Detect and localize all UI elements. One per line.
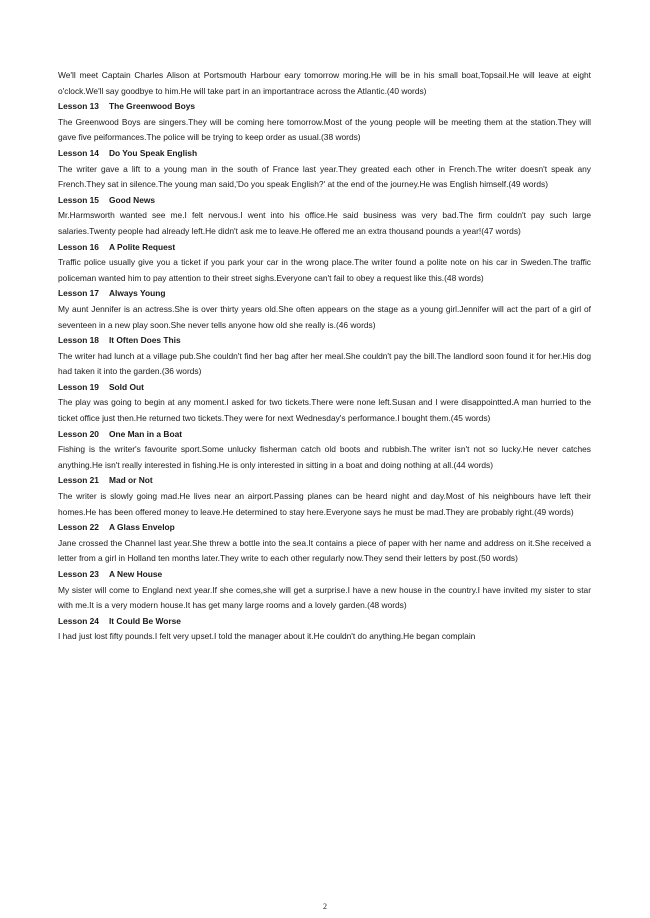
lesson-14-text: The writer gave a lift to a young man in the south of France last year.They greated each other in French.The writer doesn't speak any French.They sat in silence.The young man said,'Do you speak English?' at the end of the journey.He was English himself.(49 words)	[58, 163, 591, 190]
lesson-title: Mad or Not	[108, 475, 153, 486]
page-number: 2	[323, 902, 327, 911]
lesson-title: It Often Does This	[108, 335, 181, 346]
lesson-21-text: The writer is slowly going mad.He lives near an airport.Passing planes can be heard night and day.Most of his neighbours have left their homes.He has been offered money to leave.He determined to stay here.Everyone says he must be mad.They are probably right.(49 words)	[58, 491, 591, 517]
lesson-title: It Could Be Worse	[108, 615, 181, 626]
lesson-number: Lesson 17	[58, 288, 99, 299]
lesson-19-heading	[58, 380, 591, 396]
lesson-title: A Glass Envelop	[108, 522, 175, 533]
lesson-title: Good News	[108, 194, 156, 205]
lesson-22-text: Jane crossed the Channel last year.She threw a bottle into the sea.It contains a piece of paper with her name and address on it.She received a letter from a girl in Holland ten months later.They write to each other regularly now.They send their letters by post.(50 words)	[58, 537, 591, 564]
intro-paragraph: We'll meet Captain Charles Alison at Portsmouth Harbour eary tomorrow moring.He will be in his small boat,Topsail.He will leave at eight o'clock.We'll say goodbye to him.He will take part in an importantrace across the Atlantic.(40 words)	[58, 70, 591, 96]
lesson-number: Lesson 24	[58, 615, 99, 626]
lesson-22-heading	[58, 520, 591, 536]
lesson-number: Lesson 14	[58, 147, 99, 158]
lesson-24-heading	[58, 614, 591, 630]
lesson-number: Lesson 21	[58, 475, 99, 486]
lesson-16-heading	[58, 240, 591, 256]
lesson-17-text: My aunt Jennifer is an actress.She is over thirty years old.She often appears on the stage as a young girl.Jennifer will act the part of a girl of seventeen in a new play soon.She never tells anyone how old she really is.(46 words)	[58, 303, 591, 330]
lesson-title: Do You Speak English	[108, 147, 198, 158]
lesson-18-text: The writer had lunch at a village pub.She couldn't find her bag after her meal.She couldn't pay the bill.The landlord soon found it for her.His dog had taken it into the garden.(36 words)	[58, 350, 591, 377]
lesson-19-text: The play was going to begin at any moment.I asked for two tickets.There were none left.Susan and I were disappointted.A man hurried to the ticket office just then.He returned two tickets.They were for next Wednesday's performance.I bought them.(45 words)	[58, 397, 591, 424]
lesson-number: Lesson 23	[58, 569, 99, 579]
lesson-title: One Man in a Boat	[108, 428, 183, 439]
lesson-15-text: Mr.Harmsworth wanted see me.I felt nervous.I went into his office.He said business was very bad.The firm couldn't pay such large salaries.Twenty people had already left.He didn't ask me to leave.He offered me an extra thousand pounds a year!(47 words)	[58, 210, 591, 236]
lesson-23-text: My sister will come to England next year.If she comes,she will get a surprise.I have a new house in the country.I have invited my sister to star with me.It is a very modern house.It has get many large rooms and a lovely garden.(48 words)	[58, 584, 591, 611]
lesson-number: Lesson 18	[58, 335, 99, 346]
lesson-20-text: Fishing is the writer's favourite sport.Some unlucky fisherman catch old boots and rubbish.The writer isn't not so lucky.He never catches anything.He isn't really interested in fishing.He is only interested in sitting in a boat and doing nothing at all.(44 words)	[58, 444, 591, 470]
lesson-16-text: Traffic police usually give you a ticket if you park your car in the wrong place.The writer found a polite note on his car in Sweden.The traffic policeman wanted him to pay attention to their street sighs.Everyone can't fail to obey a request like this.(48 words)	[58, 257, 591, 283]
document-page	[58, 68, 591, 645]
lesson-number: Lesson 20	[58, 428, 99, 439]
lesson-title: A New House	[108, 569, 163, 579]
lesson-24-text: I had just lost fifty pounds.I felt very upset.I told the manager about it.He couldn't do anything.He began complain	[58, 631, 476, 642]
lesson-21-heading	[58, 473, 591, 489]
lesson-13-heading	[58, 99, 591, 115]
lesson-17-heading	[58, 286, 591, 302]
lesson-number: Lesson 13	[58, 101, 99, 112]
lesson-title: Sold Out	[108, 381, 144, 392]
lesson-number: Lesson 22	[58, 522, 99, 533]
lesson-20-heading	[58, 427, 591, 443]
lesson-13-text: The Greenwood Boys are singers.They will be coming here tomorrow.Most of the young people will be meeting them at the station.They will gave five peiformances.The police will be trying to keep order as usual.(38 words)	[58, 116, 591, 143]
lesson-title: Always Young	[108, 288, 166, 299]
lesson-15-heading	[58, 193, 591, 209]
lesson-14-heading	[58, 146, 591, 162]
lesson-title: The Greenwood Boys	[108, 101, 196, 112]
lesson-number: Lesson 19	[58, 381, 99, 392]
lesson-title: A Polite Request	[108, 241, 176, 252]
lesson-23-heading	[58, 567, 591, 583]
lesson-18-heading	[58, 333, 591, 349]
lesson-number: Lesson 16	[58, 241, 99, 252]
lesson-number: Lesson 15	[58, 194, 99, 205]
